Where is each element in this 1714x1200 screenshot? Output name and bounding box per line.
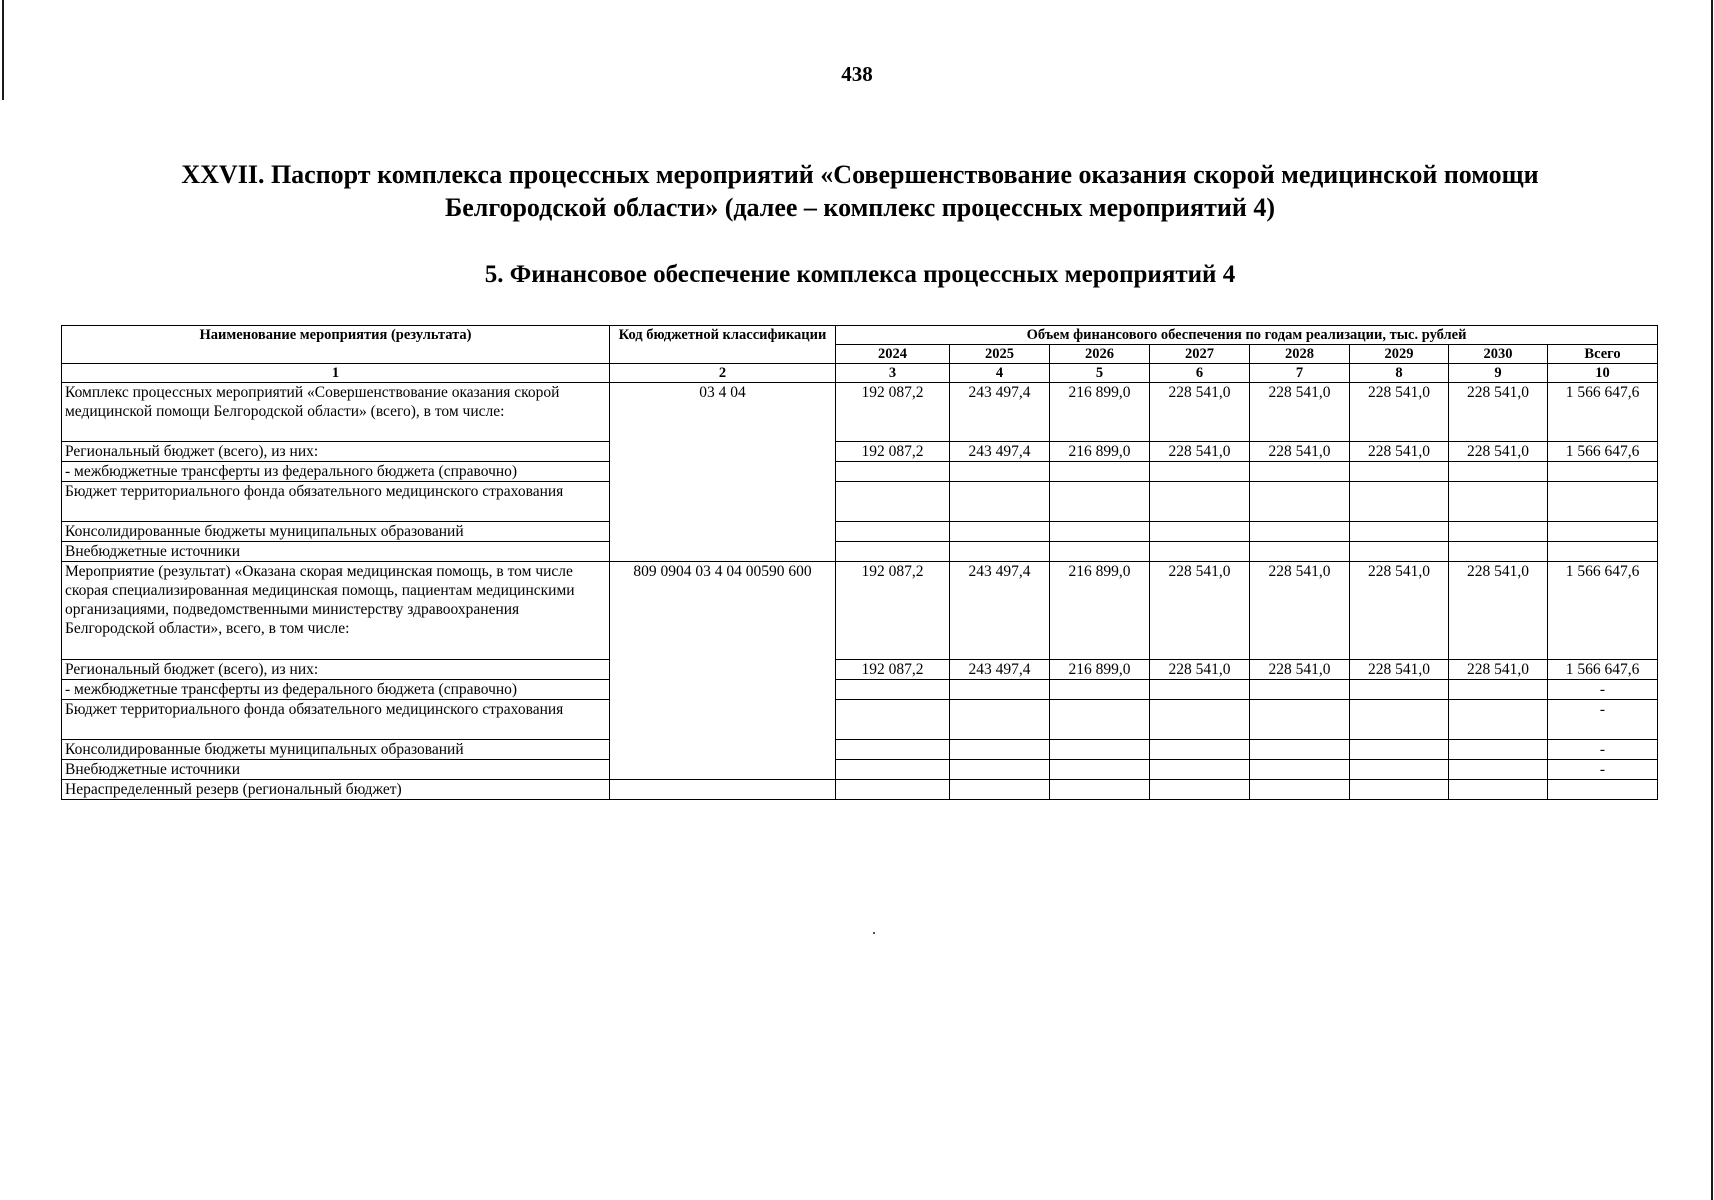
value-cell: 192 087,2	[836, 383, 950, 442]
value-cell	[1150, 542, 1250, 562]
total-cell: -	[1548, 700, 1658, 740]
value-cell: 243 497,4	[950, 562, 1050, 660]
column-number: 10	[1548, 364, 1658, 383]
value-cell: 192 087,2	[836, 442, 950, 462]
column-number: 5	[1050, 364, 1150, 383]
value-cell	[1050, 700, 1150, 740]
value-cell	[1150, 482, 1250, 522]
value-cell: 216 899,0	[1050, 383, 1150, 442]
header-year: 2029	[1350, 345, 1449, 364]
value-cell	[1350, 700, 1449, 740]
value-cell: 192 087,2	[836, 562, 950, 660]
column-number: 3	[836, 364, 950, 383]
header-year: 2024	[836, 345, 950, 364]
value-cell: 228 541,0	[1150, 383, 1250, 442]
value-cell	[1050, 780, 1150, 800]
value-cell	[1250, 462, 1350, 482]
value-cell	[1350, 522, 1449, 542]
value-cell	[1250, 780, 1350, 800]
header-code: Код бюджетной классификации	[610, 326, 836, 364]
table-row	[62, 542, 1658, 562]
value-cell	[950, 522, 1050, 542]
row-name: - межбюджетные трансферты из федерального бюджета (справочно)	[62, 462, 610, 482]
value-cell	[1250, 482, 1350, 522]
value-cell	[1350, 740, 1449, 760]
subsection-title: 5. Финансовое обеспечение комплекса процессных мероприятий 4	[484, 261, 1236, 288]
value-cell: 228 541,0	[1250, 562, 1350, 660]
row-name: Консолидированные бюджеты муниципальных образований	[62, 740, 610, 760]
value-cell	[1250, 680, 1350, 700]
value-cell	[1250, 740, 1350, 760]
header-year: 2026	[1050, 345, 1150, 364]
value-cell: 228 541,0	[1250, 442, 1350, 462]
row-name: Внебюджетные источники	[62, 760, 610, 780]
value-cell	[836, 462, 950, 482]
value-cell	[1250, 760, 1350, 780]
total-cell: 1 566 647,6	[1548, 383, 1658, 442]
total-cell: 1 566 647,6	[1548, 562, 1658, 660]
page-number: 438	[841, 62, 873, 86]
code-cell	[610, 780, 836, 800]
table-row	[62, 760, 1658, 780]
value-cell: 192 087,2	[836, 660, 950, 680]
total-cell	[1548, 780, 1658, 800]
header-year: 2030	[1449, 345, 1548, 364]
total-cell	[1548, 482, 1658, 522]
value-cell	[1250, 522, 1350, 542]
row-code: 03 4 04	[610, 383, 836, 562]
value-cell: 216 899,0	[1050, 562, 1150, 660]
value-cell	[1449, 462, 1548, 482]
value-cell	[1150, 780, 1250, 800]
section-title-line1: XXVII. Паспорт комплекса процессных мероприятий «Совершенствование оказания скорой медицинской помощи	[181, 160, 1539, 189]
column-number: 1	[62, 364, 610, 383]
value-cell	[1449, 482, 1548, 522]
value-cell	[836, 740, 950, 760]
value-cell	[1350, 760, 1449, 780]
scan-edge-right	[1711, 0, 1713, 1200]
value-cell	[950, 700, 1050, 740]
value-cell: 228 541,0	[1150, 442, 1250, 462]
value-cell	[950, 760, 1050, 780]
value-cell	[1449, 542, 1548, 562]
column-number: 8	[1350, 364, 1449, 383]
value-cell	[1050, 462, 1150, 482]
row-name: Бюджет территориального фонда обязательного медицинского страхования	[62, 700, 610, 740]
table-row	[62, 522, 1658, 542]
value-cell	[1050, 482, 1150, 522]
value-cell	[836, 680, 950, 700]
value-cell	[1449, 740, 1548, 760]
table-row	[62, 482, 1658, 522]
column-number: 2	[610, 364, 836, 383]
financing-table	[61, 325, 1658, 800]
value-cell	[836, 760, 950, 780]
value-cell	[950, 482, 1050, 522]
value-cell: 243 497,4	[950, 442, 1050, 462]
value-cell	[1050, 760, 1150, 780]
value-cell	[1449, 522, 1548, 542]
column-number: 7	[1250, 364, 1350, 383]
value-cell: 228 541,0	[1449, 660, 1548, 680]
value-cell: 228 541,0	[1250, 383, 1350, 442]
row-name: Внебюджетные источники	[62, 542, 610, 562]
value-cell	[836, 542, 950, 562]
value-cell: 228 541,0	[1150, 562, 1250, 660]
value-cell	[1050, 680, 1150, 700]
section-title-line2: Белгородской области» (далее – комплекс процессных мероприятий 4)	[445, 193, 1275, 222]
header-year: 2027	[1150, 345, 1250, 364]
row-code: 809 0904 03 4 04 00590 600	[610, 562, 836, 780]
value-cell	[1150, 700, 1250, 740]
header-volume: Объем финансового обеспечения по годам реализации, тыс. рублей	[836, 326, 1658, 345]
total-cell	[1548, 462, 1658, 482]
header-row-1	[62, 326, 1658, 345]
value-cell: 228 541,0	[1350, 383, 1449, 442]
total-cell: -	[1548, 740, 1658, 760]
value-cell	[1250, 700, 1350, 740]
value-cell	[950, 462, 1050, 482]
total-cell	[1548, 522, 1658, 542]
row-name: Мероприятие (результат) «Оказана скорая медицинская помощь, в том числе скорая специализированная медицинская помощь, пациентам медицинскими организациями, подведомственными министерству здравоохранения Белгородской области», всего, в том числе:	[62, 562, 610, 660]
value-cell	[1350, 482, 1449, 522]
value-cell	[1250, 542, 1350, 562]
value-cell	[1449, 700, 1548, 740]
value-cell	[1350, 462, 1449, 482]
table-row	[62, 462, 1658, 482]
table-row	[62, 740, 1658, 760]
header-total: Всего	[1548, 345, 1658, 364]
row-name: Нераспределенный резерв (региональный бюджет)	[62, 780, 610, 800]
table-row	[62, 680, 1658, 700]
total-cell: 1 566 647,6	[1548, 442, 1658, 462]
section-title	[80, 158, 1640, 224]
value-cell	[1350, 780, 1449, 800]
column-number: 4	[950, 364, 1050, 383]
value-cell: 228 541,0	[1350, 562, 1449, 660]
row-name: Бюджет территориального фонда обязательного медицинского страхования	[62, 482, 610, 522]
scan-speck	[873, 932, 875, 934]
value-cell: 228 541,0	[1350, 442, 1449, 462]
column-number: 9	[1449, 364, 1548, 383]
value-cell	[1449, 760, 1548, 780]
row-name: - межбюджетные трансферты из федерального бюджета (справочно)	[62, 680, 610, 700]
value-cell	[1449, 680, 1548, 700]
value-cell	[836, 700, 950, 740]
value-cell	[836, 482, 950, 522]
value-cell: 228 541,0	[1350, 660, 1449, 680]
row-name: Региональный бюджет (всего), из них:	[62, 660, 610, 680]
value-cell	[1150, 680, 1250, 700]
value-cell	[950, 780, 1050, 800]
value-cell	[1150, 522, 1250, 542]
value-cell	[1350, 542, 1449, 562]
table-row	[62, 700, 1658, 740]
total-cell: 1 566 647,6	[1548, 660, 1658, 680]
value-cell	[1150, 462, 1250, 482]
total-cell	[1548, 542, 1658, 562]
value-cell	[1150, 740, 1250, 760]
table-row	[62, 442, 1658, 462]
value-cell: 216 899,0	[1050, 660, 1150, 680]
value-cell	[950, 680, 1050, 700]
table-row	[62, 780, 1658, 800]
value-cell	[1050, 522, 1150, 542]
value-cell	[1449, 780, 1548, 800]
total-cell: -	[1548, 760, 1658, 780]
value-cell: 228 541,0	[1449, 442, 1548, 462]
table-row	[62, 562, 1658, 660]
value-cell	[1050, 542, 1150, 562]
value-cell: 228 541,0	[1250, 660, 1350, 680]
value-cell	[950, 740, 1050, 760]
value-cell	[1350, 680, 1449, 700]
header-year: 2025	[950, 345, 1050, 364]
column-numbers-row	[62, 364, 1658, 383]
column-number: 6	[1150, 364, 1250, 383]
header-year: 2028	[1250, 345, 1350, 364]
row-name: Комплекс процессных мероприятий «Совершенствование оказания скорой медицинской помощи Белгородской области» (всего), в том числе:	[62, 383, 610, 442]
value-cell	[1050, 740, 1150, 760]
value-cell	[1150, 760, 1250, 780]
value-cell	[836, 780, 950, 800]
value-cell: 228 541,0	[1449, 383, 1548, 442]
row-name: Региональный бюджет (всего), из них:	[62, 442, 610, 462]
value-cell: 243 497,4	[950, 660, 1050, 680]
row-name: Консолидированные бюджеты муниципальных образований	[62, 522, 610, 542]
table-row	[62, 383, 1658, 442]
value-cell: 228 541,0	[1150, 660, 1250, 680]
value-cell: 216 899,0	[1050, 442, 1150, 462]
table-row	[62, 660, 1658, 680]
header-name: Наименование мероприятия (результата)	[62, 326, 610, 364]
value-cell	[836, 522, 950, 542]
total-cell: -	[1548, 680, 1658, 700]
value-cell: 243 497,4	[950, 383, 1050, 442]
value-cell: 228 541,0	[1449, 562, 1548, 660]
value-cell	[950, 542, 1050, 562]
